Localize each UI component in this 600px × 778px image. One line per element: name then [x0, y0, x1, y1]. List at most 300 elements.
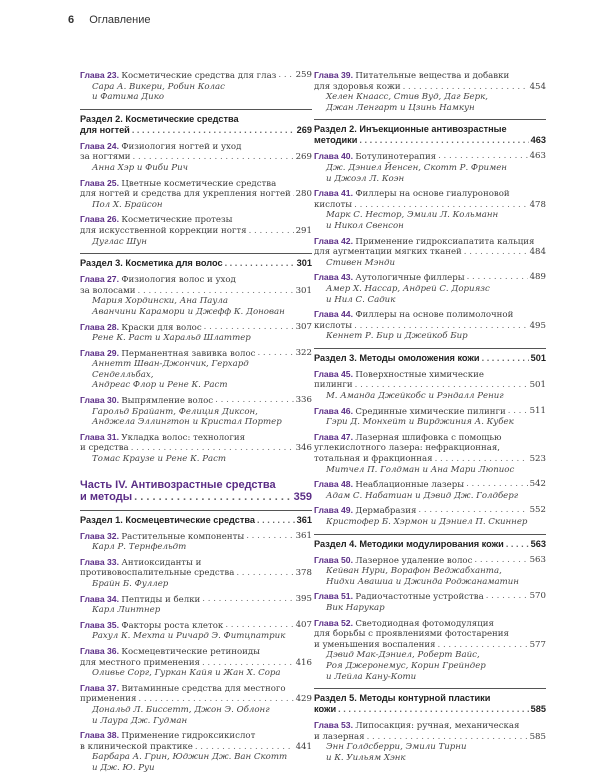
- dot-leader: [437, 640, 527, 651]
- entry-title-line: [80, 70, 312, 82]
- chapter-label: Глава 35.: [80, 619, 122, 630]
- page-ref: 361: [295, 530, 312, 541]
- entry-title-line: [80, 730, 312, 742]
- page-ref: 269: [295, 152, 312, 163]
- entry-title-text: и средства: [80, 443, 129, 454]
- dot-leader: [359, 135, 528, 146]
- page-ref: 301: [296, 258, 312, 269]
- chapter-authors: и К. Уильям Хэнк: [326, 752, 406, 763]
- chapter-label: Глава 31.: [80, 431, 122, 442]
- entry-title-line: [80, 226, 312, 237]
- entry-title-text: Глава 34. Пептиды и белки: [80, 593, 201, 605]
- toc-chapter-entry[interactable]: [314, 720, 546, 763]
- page-ref: 361: [296, 514, 312, 525]
- entry-title-line: [314, 309, 546, 321]
- chapter-authors: Сара А. Викери, Робин Колас: [92, 81, 225, 92]
- toc-chapter-entry[interactable]: [80, 646, 312, 679]
- chapter-authors: Кристофер Б. Хэрмон и Дэниел П. Скиннер: [326, 517, 528, 527]
- entry-title-text: Раздел 5. Методы контурной пластики: [314, 693, 491, 704]
- entry-title-line: [80, 141, 312, 153]
- entry-title-line: [314, 629, 546, 640]
- entry-title-text: Глава 50. Лазерное удаление волос: [314, 554, 473, 566]
- toc-chapter-entry[interactable]: [314, 618, 546, 683]
- entry-title-text: Глава 33. Антиоксиданты и: [80, 556, 202, 568]
- page-title: Оглавление: [89, 14, 151, 26]
- chapter-authors: Джан Ленгарт и Цзинь Намкун: [326, 102, 475, 113]
- entry-title-text: Глава 47. Лазерная шлифовка с помощью: [314, 431, 502, 443]
- entry-title-text: Глава 51. Радиочастотные устройства: [314, 591, 484, 603]
- dot-leader: [466, 479, 528, 491]
- chapter-authors: и Лейла Кану-Коти: [326, 671, 417, 682]
- page-ref: 280: [295, 189, 312, 200]
- chapter-authors: Анджела Эллингтон и Кристал Портер: [92, 417, 282, 428]
- entry-title-line: [80, 114, 312, 125]
- chapter-label: Глава 47.: [314, 431, 356, 442]
- toc-chapter-entry[interactable]: [80, 557, 312, 590]
- entry-title-line: [314, 555, 546, 567]
- entry-title-text: для здоровья кожи: [314, 81, 401, 92]
- entry-title-line: [80, 491, 312, 504]
- entry-title-line: [80, 531, 312, 543]
- entry-title-text: Раздел 2. Косметические средства: [80, 113, 239, 124]
- entry-title-line: [80, 557, 312, 569]
- chapter-authors: Адам С. Набатиан и Дэвид Дж. Голдберг: [326, 490, 519, 501]
- chapter-authors: Брайн Б. Фуллер: [92, 579, 169, 589]
- chapter-authors: Томас Краузе и Рене К. Раст: [92, 454, 227, 465]
- entry-title-line: [80, 178, 312, 190]
- entry-title-text: за волосами: [80, 285, 136, 296]
- page-ref: 563: [529, 554, 546, 565]
- dot-leader: [132, 125, 295, 136]
- entry-title-text: Глава 29. Перманентная завивка волос: [80, 347, 256, 359]
- entry-title-text: Глава 32. Растительные компоненты: [80, 530, 245, 542]
- page-ref: 484: [529, 247, 546, 258]
- page-ref: 552: [529, 505, 546, 516]
- dot-leader: [464, 247, 528, 258]
- dot-leader: [134, 491, 292, 504]
- entry-title-line: [80, 594, 312, 606]
- page-ref: 495: [529, 320, 546, 331]
- entry-title-line: [314, 70, 546, 82]
- entry-title-line: [80, 125, 312, 136]
- chapter-label: Глава 42.: [314, 235, 356, 246]
- page-ref: 395: [295, 593, 312, 604]
- toc-section-heading[interactable]: [80, 253, 312, 269]
- chapter-authors: Кейван Нури, Ворафон Веджабханта,: [326, 566, 502, 577]
- entry-title-text: Глава 27. Физиология волос и уход: [80, 274, 236, 286]
- page-ref: 570: [529, 591, 546, 602]
- dot-leader: [467, 272, 528, 284]
- dot-leader: [354, 321, 527, 332]
- entry-title-line: [314, 135, 546, 146]
- entry-title-text: Глава 46. Срединные химические пилинги: [314, 405, 506, 417]
- dot-leader: [474, 555, 527, 567]
- dot-leader: [403, 82, 528, 93]
- entry-title-text: противовоспалительные средства: [80, 568, 235, 579]
- entry-title-line: [80, 274, 312, 286]
- dot-leader: [482, 353, 529, 364]
- dot-leader: [138, 694, 293, 705]
- page-ref: 307: [295, 321, 312, 332]
- entry-title-line: [314, 732, 546, 743]
- entry-title-text: в клинической практике: [80, 741, 193, 752]
- chapter-authors: Дональд Л. Биссетт, Джон Э. Облонг: [92, 704, 270, 715]
- chapter-label: Глава 39.: [314, 70, 356, 80]
- dot-leader: [215, 395, 293, 407]
- dot-leader: [204, 322, 294, 334]
- entry-title-text: Раздел 4. Методики модулирования кожи: [314, 538, 504, 549]
- toc-chapter-entry[interactable]: [80, 274, 312, 317]
- entry-title-text: методики: [314, 135, 358, 146]
- entry-title-line: [80, 443, 312, 454]
- toc-chapter-entry[interactable]: [314, 272, 546, 305]
- dot-leader: [506, 539, 529, 550]
- entry-title-line: [314, 188, 546, 200]
- chapter-authors: Мария Хордински, Ана Паула: [92, 296, 228, 307]
- chapter-label: Глава 52.: [314, 617, 356, 628]
- entry-title-text: Глава 52. Светодиодная фотомодуляция: [314, 617, 494, 629]
- entry-title-text: Глава 31. Укладка волос: технология: [80, 431, 245, 443]
- dot-leader: [133, 152, 294, 163]
- toc-chapter-entry[interactable]: [80, 594, 312, 616]
- entry-title-text: Глава 43. Аутологичные филлеры: [314, 272, 465, 284]
- entry-title-line: [314, 236, 546, 248]
- dot-leader: [257, 515, 295, 526]
- entry-title-line: [314, 124, 546, 135]
- toc-chapter-entry[interactable]: [314, 555, 546, 588]
- chapter-label: Глава 40.: [314, 151, 356, 162]
- chapter-authors: Анна Хэр и Фиби Рич: [92, 162, 188, 173]
- chapter-authors: М. Аманда Джейкобс и Рэндалл Рениг: [326, 391, 504, 402]
- entry-title-line: [314, 479, 546, 491]
- toc-section-heading[interactable]: [314, 534, 546, 550]
- entry-title-text: Часть IV. Антивозрастные средства: [80, 478, 276, 491]
- entry-title-line: [80, 395, 312, 407]
- page-ref: 585: [529, 731, 546, 742]
- toc-chapter-entry[interactable]: [80, 178, 312, 211]
- toc-chapter-entry[interactable]: [80, 348, 312, 391]
- page-ref: 511: [529, 405, 546, 416]
- chapter-label: Глава 26.: [80, 214, 122, 225]
- page-ref: 454: [529, 81, 546, 92]
- toc-chapter-entry[interactable]: [314, 369, 546, 402]
- chapter-label: Глава 43.: [314, 272, 356, 283]
- chapter-label: Глава 48.: [314, 479, 356, 490]
- chapter-authors: Вик Нарукар: [326, 602, 385, 613]
- entry-title-line: [314, 640, 546, 651]
- toc-chapter-entry[interactable]: [314, 432, 546, 475]
- entry-title-line: [80, 646, 312, 658]
- entry-title-text: Глава 23. Косметические средства для глаз: [80, 70, 277, 81]
- toc-chapter-entry[interactable]: [80, 432, 312, 465]
- chapter-label: Глава 51.: [314, 591, 356, 602]
- entry-title-text: Раздел 2. Инъекционные антивозрастные: [314, 124, 507, 135]
- page-ref: 463: [529, 151, 546, 162]
- toc-part-heading[interactable]: [80, 479, 312, 504]
- entry-title-line: [314, 618, 546, 630]
- toc-chapter-entry[interactable]: [80, 730, 312, 773]
- toc-chapter-entry[interactable]: [80, 531, 312, 553]
- chapter-label: Глава 53.: [314, 720, 356, 731]
- chapter-label: Глава 44.: [314, 309, 356, 320]
- entry-title-text: Раздел 1. Космецевтические средства: [80, 514, 256, 525]
- toc-chapter-entry[interactable]: [314, 236, 546, 269]
- entry-title-line: [314, 443, 546, 454]
- chapter-label: Глава 28.: [80, 321, 122, 332]
- toc-column-left: [80, 70, 312, 778]
- dot-leader: [438, 151, 528, 163]
- dot-leader: [131, 443, 294, 454]
- toc-chapter-entry[interactable]: [314, 591, 546, 613]
- entry-title-text: Глава 42. Применение гидроксиапатита кальция: [314, 235, 535, 247]
- entry-title-line: [80, 432, 312, 444]
- chapter-authors: Дж. Дэниел Йенсен, Скотт Р. Фримен: [326, 162, 507, 173]
- page-ref: 378: [295, 568, 312, 579]
- entry-title-line: [314, 432, 546, 444]
- chapter-authors: Карл Линтнер: [92, 605, 161, 616]
- entry-title-text: Глава 41. Филлеры на основе гиалуроновой: [314, 188, 510, 200]
- page-ref: 336: [295, 395, 312, 406]
- chapter-label: Глава 29.: [80, 347, 122, 358]
- chapter-authors: Марк С. Нестор, Эмили Л. Кольманн: [326, 210, 499, 221]
- entry-title-text: и методы: [80, 491, 133, 504]
- toc-section-heading[interactable]: [314, 688, 546, 715]
- entry-title-text: Глава 28. Краски для волос: [80, 321, 202, 333]
- chapter-authors: и Джоэл Л. Коэн: [326, 173, 405, 184]
- dot-leader: [508, 406, 528, 418]
- toc-chapter-entry[interactable]: [80, 70, 312, 103]
- entry-title-text: за ногтями: [80, 152, 131, 163]
- dot-leader: [486, 591, 528, 603]
- page-ref: 478: [529, 199, 546, 210]
- chapter-label: Глава 38.: [80, 730, 122, 741]
- page-ref: 523: [529, 454, 546, 465]
- entry-title-line: [314, 693, 546, 704]
- entry-title-text: и уменьшения воспаления: [314, 639, 436, 650]
- entry-title-line: [314, 539, 546, 550]
- chapter-authors: и Лаура Дж. Гудман: [92, 715, 188, 726]
- entry-title-text: Глава 48. Неаблационные лазеры: [314, 479, 465, 491]
- dot-leader: [138, 286, 294, 297]
- entry-title-line: [80, 479, 312, 492]
- entry-title-text: Глава 53. Липосакция: ручная, механическая: [314, 720, 520, 732]
- entry-title-text: кожи: [314, 704, 337, 715]
- entry-title-text: Раздел 3. Методы омоложения кожи: [314, 352, 480, 363]
- chapter-authors: Аннетт Шван-Джончик, Герхард Сенделльбах,: [92, 359, 249, 380]
- entry-title-line: [314, 720, 546, 732]
- chapter-authors: Роя Джеронемус, Корин Грейндер: [326, 660, 486, 671]
- dot-leader: [355, 380, 528, 391]
- entry-title-line: [314, 591, 546, 603]
- chapter-authors: Карл Р. Тернфельдт: [92, 542, 187, 553]
- chapter-label: Глава 33.: [80, 556, 122, 567]
- chapter-authors: Хелен Кнаасс, Стив Вуд, Даг Берк,: [326, 92, 488, 103]
- entry-title-text: Глава 49. Дермабразия: [314, 505, 417, 517]
- page-ref: 463: [530, 135, 546, 146]
- toc-section-heading[interactable]: [80, 109, 312, 136]
- dot-leader: [236, 568, 293, 579]
- chapter-authors: Барбара А. Грин, Юджин Дж. Ван Скотт: [92, 752, 288, 763]
- chapter-label: Глава 24.: [80, 140, 122, 151]
- page-ref: 501: [530, 352, 546, 363]
- entry-title-line: [80, 683, 312, 695]
- dot-leader: [246, 531, 293, 543]
- toc-chapter-entry[interactable]: [314, 406, 546, 428]
- chapter-authors: Пол Х. Брайсон: [92, 199, 163, 210]
- toc-chapter-entry[interactable]: [80, 620, 312, 642]
- chapter-authors: Гэри Д. Монхейт и Вирджиния А. Кубек: [326, 417, 514, 428]
- entry-title-line: [314, 454, 546, 465]
- chapter-label: Глава 46.: [314, 405, 356, 416]
- entry-title-line: [80, 258, 312, 269]
- dot-leader: [225, 258, 295, 269]
- toc-chapter-entry[interactable]: [314, 188, 546, 231]
- entry-title-text: кислоты: [314, 199, 353, 210]
- dot-leader: [257, 348, 293, 360]
- chapter-authors: Нидхи Авашиа и Джинда Роджанаматин: [326, 576, 519, 587]
- entry-title-text: для искусственной коррекции ногтя: [80, 225, 247, 236]
- entry-title-text: Глава 39. Питательные вещества и добавки: [314, 70, 510, 81]
- chapter-authors: Андреас Флор и Рене К. Раст: [92, 380, 228, 391]
- dot-leader: [249, 226, 294, 237]
- dot-leader: [354, 200, 527, 211]
- entry-title-text: углекислотного лазера: нефракционная,: [314, 443, 501, 454]
- chapter-authors: и Никол Свенсон: [326, 220, 404, 231]
- toc-chapter-entry[interactable]: [80, 141, 312, 174]
- entry-title-line: [314, 247, 546, 258]
- chapter-authors: Стивен Мэнди: [326, 257, 395, 268]
- page-ref: 416: [295, 657, 312, 668]
- dot-leader: [278, 70, 293, 82]
- entry-title-text: Глава 26. Косметические протезы: [80, 214, 233, 226]
- chapter-label: Глава 45.: [314, 368, 356, 379]
- chapter-authors: Дэвид Мак-Дэниел, Роберт Вайс,: [326, 650, 480, 661]
- entry-title-text: Раздел 3. Косметика для волос: [80, 258, 223, 269]
- toc-section-heading[interactable]: [80, 510, 312, 526]
- page-ref: 542: [529, 479, 546, 490]
- entry-title-text: Глава 40. Ботулинотерапия: [314, 151, 437, 163]
- page-ref: 269: [296, 124, 312, 135]
- chapter-label: Глава 27.: [80, 274, 122, 285]
- entry-title-text: Глава 25. Цветные косметические средства: [80, 177, 277, 189]
- toc-section-heading[interactable]: [314, 119, 546, 146]
- chapter-authors: и Нил С. Садик: [326, 294, 396, 305]
- chapter-label: Глава 30.: [80, 395, 122, 406]
- toc-chapter-entry[interactable]: [80, 214, 312, 247]
- chapter-label: Глава 23.: [80, 70, 122, 80]
- entry-title-text: Глава 38. Применение гидроксикислот: [80, 730, 256, 742]
- chapter-label: Глава 49.: [314, 505, 356, 516]
- chapter-authors: и Дж. Ю. Руи: [92, 762, 155, 773]
- entry-title-text: применения: [80, 694, 137, 705]
- entry-title-text: и лазерная: [314, 731, 365, 742]
- entry-title-line: [314, 321, 546, 332]
- chapter-authors: Дуглас Шун: [92, 236, 147, 247]
- entry-title-line: [80, 658, 312, 669]
- dot-leader: [202, 658, 294, 669]
- toc-chapter-entry[interactable]: [80, 322, 312, 344]
- toc-chapter-entry[interactable]: [80, 683, 312, 726]
- entry-title-line: [80, 742, 312, 753]
- toc-chapter-entry[interactable]: [80, 395, 312, 428]
- toc-chapter-entry[interactable]: [314, 151, 546, 184]
- chapter-label: Глава 32.: [80, 530, 122, 541]
- dot-leader: [202, 594, 293, 606]
- entry-title-text: Глава 24. Физиология ногтей и уход: [80, 140, 242, 152]
- entry-title-text: Глава 30. Выпрямление волос: [80, 395, 214, 407]
- entry-title-line: [80, 286, 312, 297]
- entry-title-text: Глава 36. Космецевтические ретиноиды: [80, 645, 261, 657]
- entry-title-text: для борьбы с проявлениями фотостарения: [314, 629, 509, 640]
- page-ref: 301: [295, 285, 312, 296]
- toc-section-heading[interactable]: [314, 348, 546, 364]
- page-ref: 585: [530, 704, 546, 715]
- chapter-authors: Рахул К. Мехта и Ричард Э. Фитцпатрик: [92, 631, 286, 642]
- chapter-authors: Амер Х. Нассар, Андрей С. Дориязс: [326, 283, 490, 294]
- entry-title-line: [80, 189, 312, 200]
- entry-title-text: Глава 45. Поверхностные химические: [314, 368, 484, 380]
- toc-column-right: [314, 70, 546, 768]
- toc-chapter-entry[interactable]: [314, 70, 546, 113]
- entry-title-line: [80, 568, 312, 579]
- entry-title-line: [314, 505, 546, 517]
- page-number: 6: [68, 14, 75, 26]
- chapter-label: Глава 41.: [314, 188, 356, 199]
- page-ref: 489: [529, 272, 546, 283]
- chapter-authors: и Фатима Дико: [92, 92, 165, 103]
- chapter-authors: Оливье Сорг, Гуркан Кайя и Жан Х. Сора: [92, 668, 281, 679]
- chapter-authors: Энн Голдсберри, Эмили Тирни: [326, 742, 467, 753]
- chapter-authors: Кеннет Р. Бир и Джейкоб Бир: [326, 331, 468, 342]
- page-ref: 291: [295, 225, 312, 236]
- dot-leader: [418, 505, 527, 517]
- entry-title-line: [80, 348, 312, 360]
- entry-title-text: Глава 37. Витаминные средства для местного: [80, 682, 286, 694]
- entry-title-text: кислоты: [314, 320, 353, 331]
- page-ref: 441: [295, 741, 312, 752]
- chapter-authors: Рене К. Раст и Харальд Шлаттер: [92, 333, 251, 344]
- toc-chapter-entry[interactable]: [314, 309, 546, 342]
- dot-leader: [435, 454, 528, 465]
- chapter-authors: Митчел П. Голдман и Ана Мари Люпиос: [326, 464, 515, 475]
- dot-leader: [225, 620, 293, 632]
- page-ref: 429: [295, 694, 312, 705]
- dot-leader: [367, 732, 528, 743]
- entry-title-line: [314, 406, 546, 418]
- toc-chapter-entry[interactable]: [314, 479, 546, 501]
- chapter-label: Глава 34.: [80, 593, 122, 604]
- entry-title-text: Глава 35. Факторы роста клеток: [80, 619, 224, 631]
- page-ref: 359: [293, 491, 312, 504]
- entry-title-line: [314, 704, 546, 715]
- page-ref: 577: [529, 639, 546, 650]
- chapter-label: Глава 37.: [80, 682, 122, 693]
- entry-title-line: [314, 200, 546, 211]
- entry-title-text: для ногтей: [80, 124, 130, 135]
- chapter-label: Глава 25.: [80, 177, 122, 188]
- chapter-authors: Аванчини Карамори и Джефф К. Донован: [92, 306, 285, 317]
- page-ref: 563: [530, 538, 546, 549]
- chapter-label: Глава 50.: [314, 554, 356, 565]
- entry-title-line: [80, 694, 312, 705]
- entry-title-text: тотальная и фракционная: [314, 454, 433, 465]
- page-ref: 407: [295, 619, 312, 630]
- toc-chapter-entry[interactable]: [314, 505, 546, 527]
- entry-title-text: для местного применения: [80, 657, 200, 668]
- chapter-authors: Гарольд Брайант, Фелиция Диксон,: [92, 406, 258, 417]
- page-ref: 259: [295, 70, 312, 80]
- entry-title-line: [80, 152, 312, 163]
